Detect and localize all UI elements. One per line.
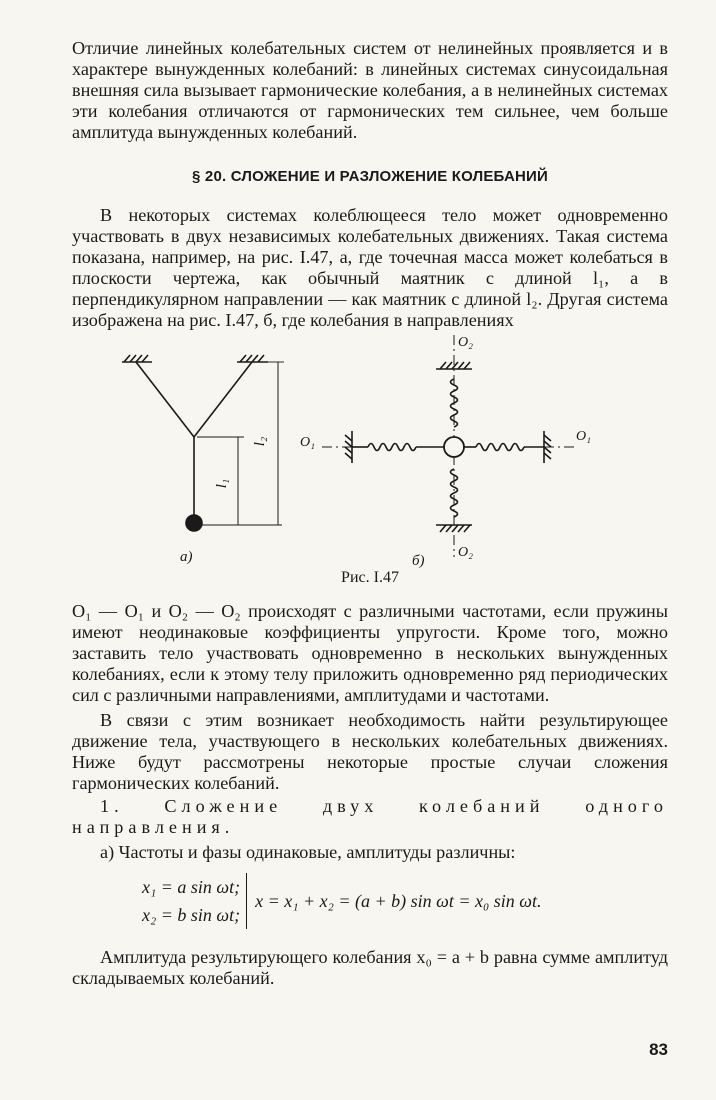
label-o1-right: O₁	[576, 429, 591, 444]
paragraph-1: В некоторых системах колеблющееся тело может одновременно участвовать в двух независимых колебательных движениях. Такая система показана, например, на рис. I.47, а, где точечная масса может колебаться в плоскости чертежа, как обычный маятник с длиной l₁, а в перпендикулярном направлении — как маятник с длиной l₂. Другая система изображена на рис. I.47, б, где колебания в направлениях	[72, 205, 668, 330]
list-item-1a: а) Частоты и фазы одинаковые, амплитуды различны:	[100, 842, 516, 862]
formula-line-1: x₁ = a sin ωt;	[142, 877, 241, 897]
spring-right	[476, 444, 524, 451]
section-title: § 20. СЛОЖЕНИЕ И РАЗЛОЖЕНИЕ КОЛЕБАНИЙ	[192, 168, 548, 185]
list-item-1: 1. Сложение двух колебаний одного направления.	[72, 796, 668, 837]
label-a: а)	[180, 549, 193, 565]
formula-line-2: x₂ = b sin ωt;	[142, 905, 241, 925]
paragraph-3: В связи с этим возникает необходимость найти результирующее движение тела, участвующего в нескольких колебательных движениях. Ниже будут рассмотрены некоторые простые случаи сложения гармонических колебаний.	[72, 710, 668, 793]
paragraph-4: Амплитуда результирующего колебания x₀ = a + b равна сумме амплитуд складываемых колебаний.	[72, 947, 668, 988]
intro-paragraph: Отличие линейных колебательных систем от нелинейных проявляется и в характере вынужденных колебаний: в линейных системах синусоидальная внешняя сила вызывает гармонические колебания, а в нелинейных системах эти колебания отличаются от гармонических тем сильнее, чем больше амплитуда вынужденных колебаний.	[72, 38, 668, 142]
label-o1-left: O₁	[300, 435, 315, 450]
spring-left	[368, 444, 416, 451]
spring-mass	[444, 437, 464, 457]
formula-left	[142, 873, 247, 929]
formula-block	[142, 873, 668, 929]
figure-svg	[72, 335, 668, 565]
string-right	[194, 362, 252, 437]
label-l1: l₁	[214, 478, 231, 489]
formula-result: x = x₁ + x₂ = (a + b) sin ωt = x₀ sin ωt.	[255, 890, 542, 911]
label-o2-bottom: O₂	[458, 545, 473, 560]
page-number: 83	[649, 1040, 668, 1059]
paragraph-2: O₁ — O₁ и O₂ — O₂ происходят с различными частотами, если пружины имеют неодинаковые коэффициенты упругости. Кроме того, можно заставить тело участвовать одновременно в нескольких вынужденных колебаниях, если к этому телу приложить одновременно ряд периодических сил с различными направлениями, амплитудами и частотами.	[72, 601, 668, 705]
label-b: б)	[412, 553, 425, 569]
pendulum-bob	[186, 515, 202, 531]
label-l2: l₂	[252, 436, 269, 447]
page-content	[72, 38, 668, 989]
figure-caption: Рис. I.47	[341, 569, 399, 586]
figure-1-47	[72, 335, 668, 569]
string-left	[136, 362, 194, 437]
label-o2-top: O₂	[458, 335, 473, 350]
